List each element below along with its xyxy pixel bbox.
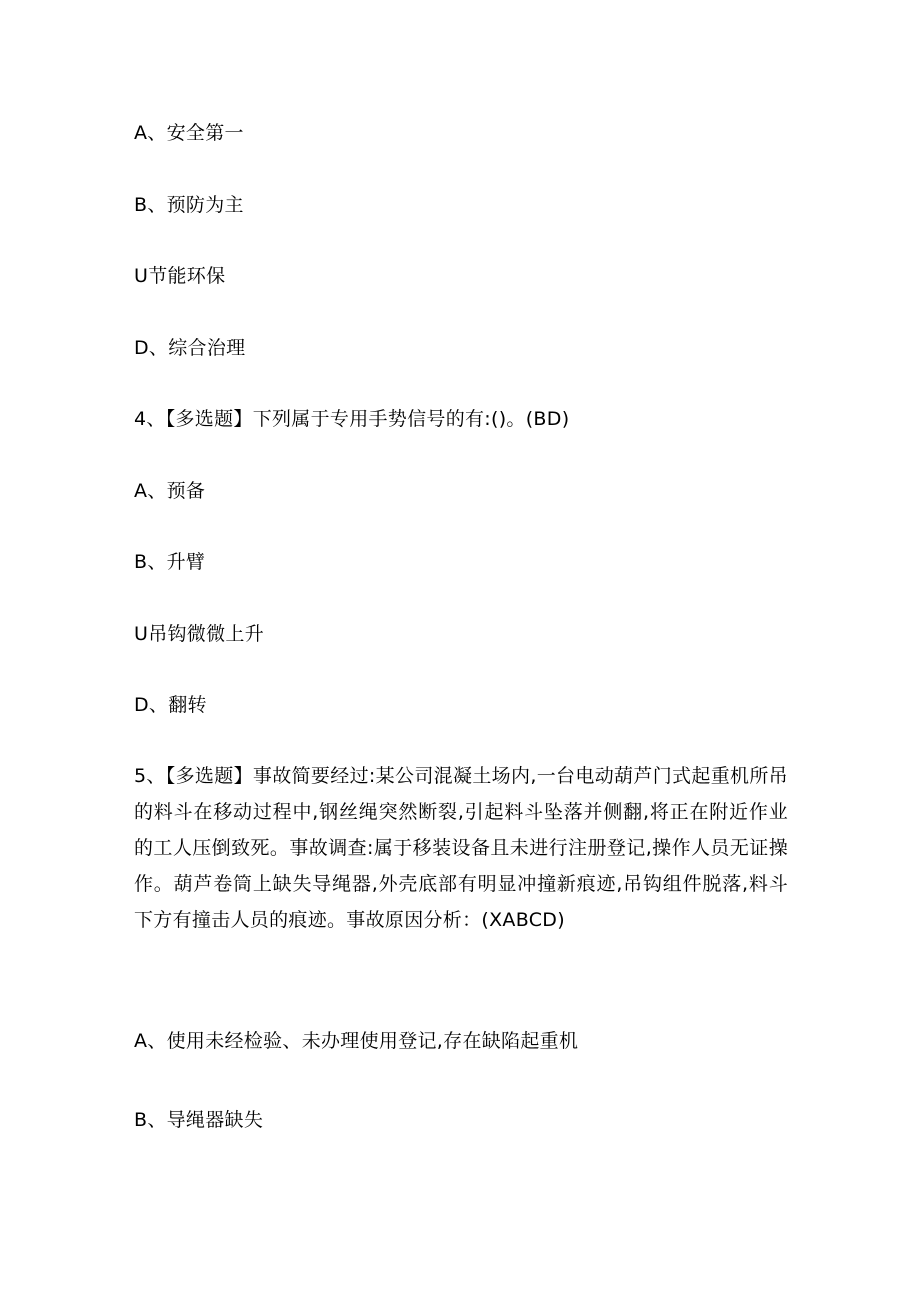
q4-option-a: A、预备 [134, 480, 206, 502]
q3-option-a: A、安全第一 [134, 122, 244, 144]
q5-stem: 5、【多选题】事故简要经过:某公司混凝土场内,一台电动葫芦门式起重机所吊的料斗在移动过程中,钢丝绳突然断裂,引起料斗坠落并侧翻,将正在附近作业的工人压倒致死。事故调查:属于移装设备且未进行注册登记,操作人员无证操作。葫芦卷筒上缺失导绳器,外壳底部有明显冲撞新痕迹,吊钩组件脱落,料斗下方有撞击人员的痕迹。事故原因分析：(XABCD) [134, 765, 788, 931]
q5-option-a: A、使用未经检验、未办理使用登记,存在缺陷起重机 [134, 1030, 579, 1052]
q3-option-d: D、综合治理 [134, 337, 246, 359]
q5-option-b: B、导绳器缺失 [134, 1109, 264, 1131]
q3-option-c: U节能环保 [134, 265, 226, 287]
q4-stem: 4、【多选题】下列属于专用手势信号的有:()。(BD) [134, 408, 570, 430]
q3-option-b: B、预防为主 [134, 194, 244, 216]
q4-option-c: U吊钩微微上升 [134, 623, 265, 645]
q4-option-b: B、升臂 [134, 551, 206, 573]
q4-option-d: D、翻转 [134, 694, 207, 716]
